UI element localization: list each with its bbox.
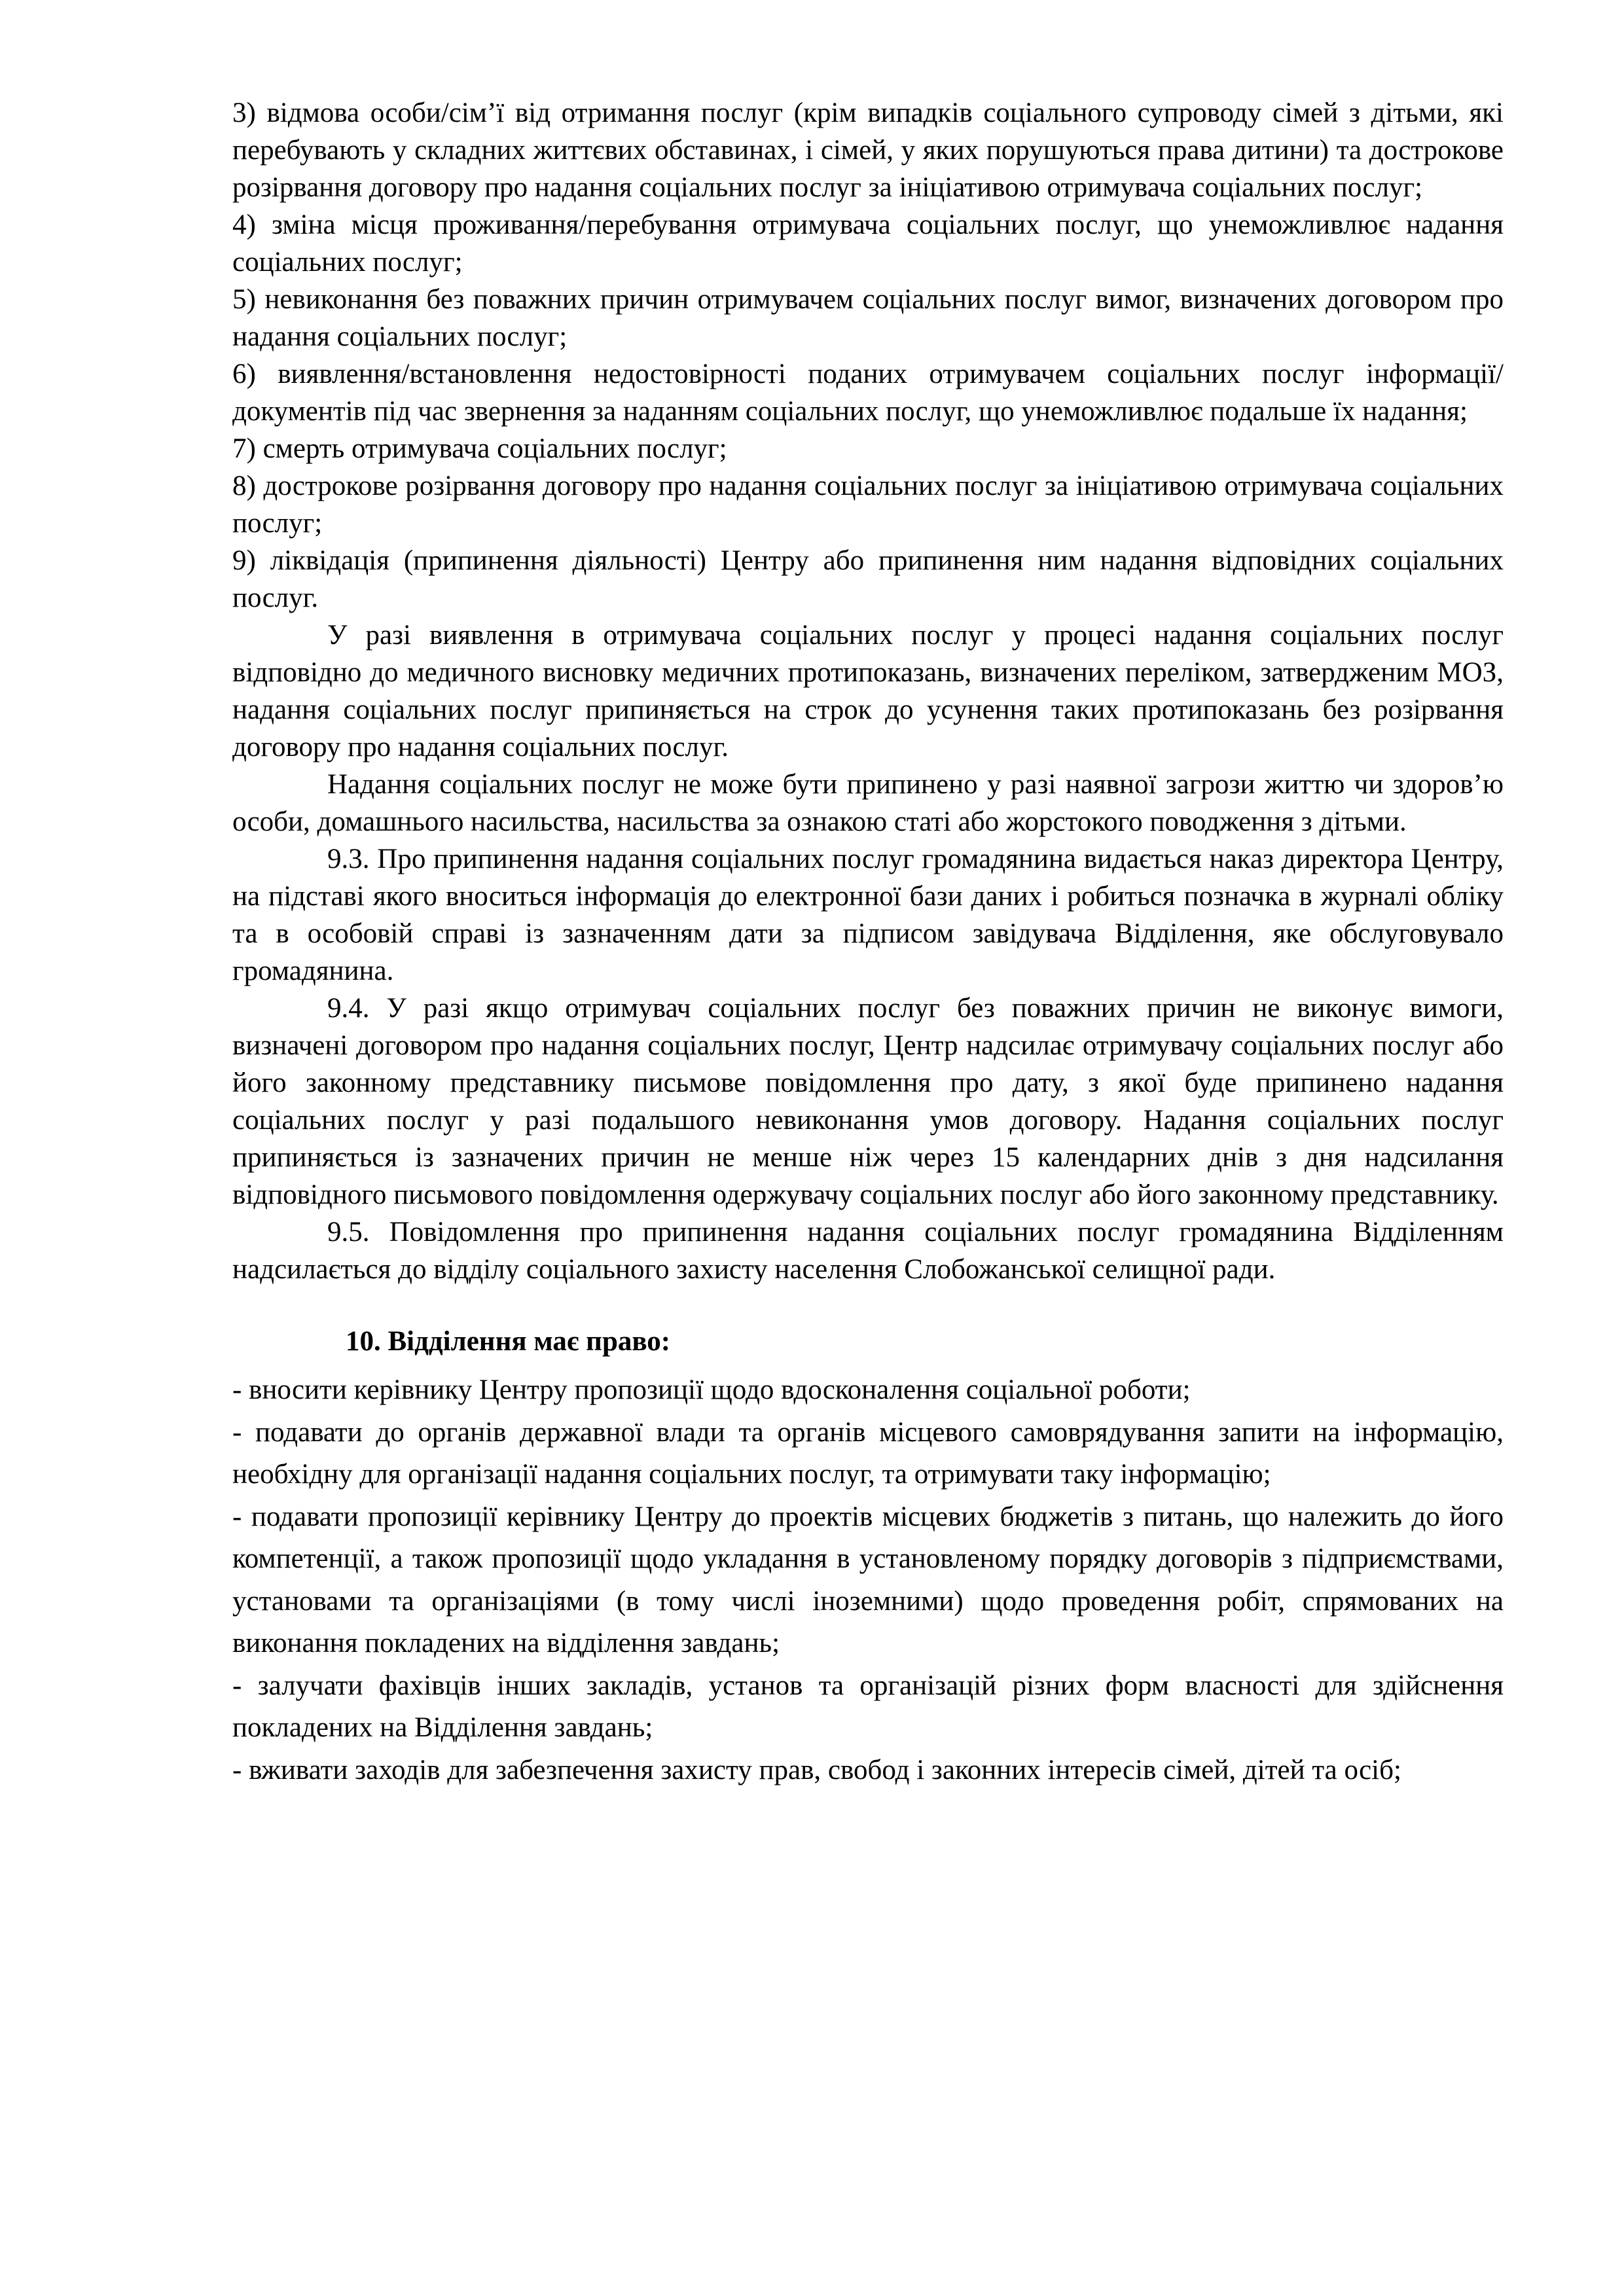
termination-list-item-4: 4) зміна місця проживання/перебування отримувача соціальних послуг, що унеможливлює надання соціальних послуг; bbox=[232, 209, 1504, 278]
clause-9-5: 9.5. Повідомлення про припинення надання соціальних послуг громадянина Відділенням надсилається до відділу соціального захисту населення Слобожанської селищної ради. bbox=[232, 1217, 1504, 1285]
document-text-block bbox=[232, 94, 1504, 1791]
termination-list-item-6: 6) виявлення/встановлення недостовірності поданих отримувачем соціальних послуг інформації/документів під час звернення за наданням соціальних послуг, що унеможливлює подальше їх надання; bbox=[232, 359, 1504, 427]
paragraph-no-termination-cases: Надання соціальних послуг не може бути припинено у разі наявної загрози життю чи здоров’ю особи, домашнього насильства, насильства за ознакою статі або жорстокого поводження з дітьми. bbox=[232, 769, 1504, 837]
clause-9-3: 9.3. Про припинення надання соціальних послуг громадянина видається наказ директора Центру, на підставі якого вноситься інформація до електронної бази даних і робиться позначка в журналі обліку та в особовій справі із зазначенням дати за підписом завідувача Відділення, яке обслуговувало громадянина. bbox=[232, 844, 1504, 986]
section-10-heading: 10. Відділення має право: bbox=[346, 1326, 671, 1357]
clause-9-4: 9.4. У разі якщо отримувач соціальних послуг без поважних причин не виконує вимоги, визначені договором про надання соціальних послуг, Центр надсилає отримувачу соціальних послуг або його законному представнику письмове повідомлення про дату, з якої буде припинено надання соціальних послуг у разі подальшого невиконання умов договору. Надання соціальних послуг припиняється із зазначених причин не менше ніж через 15 календарних днів з дня надсилання відповідного письмового повідомлення одержувачу соціальних послуг або його законному представнику. bbox=[232, 993, 1504, 1210]
paragraph-medical-contraindications: У разі виявлення в отримувача соціальних послуг у процесі надання соціальних послуг відповідно до медичного висновку медичних протипоказань, визначених переліком, затвердженим МОЗ, надання соціальних послуг припиняється на строк до усунення таких протипоказань без розірвання договору про надання соціальних послуг. bbox=[232, 620, 1504, 762]
right-item-protect-rights: - вживати заходів для забезпечення захисту прав, свобод і законних інтересів сімей, дітей та осіб; bbox=[232, 1754, 1401, 1785]
termination-list-item-3: 3) відмова особи/сім’ї від отримання послуг (крім випадків соціального супроводу сімей з дітьми, які перебувають у складних життєвих обставинах, і сімей, у яких порушуються права дитини) та дострокове розірвання договору про надання соціальних послуг за ініціативою отримувача соціальних послуг; bbox=[232, 98, 1504, 203]
termination-list-item-9: 9) ліквідація (припинення діяльності) Центру або припинення ним надання відповідних соціальних послуг. bbox=[232, 545, 1504, 613]
right-item-engage-specialists: - залучати фахівців інших закладів, установ та організацій різних форм власності для здійснення покладених на Відділення завдань; bbox=[232, 1670, 1504, 1743]
termination-list-item-7: 7) смерть отримувача соціальних послуг; bbox=[232, 433, 727, 464]
right-item-budget-proposals: - подавати пропозиції керівнику Центру до проектів місцевих бюджетів з питань, що належить до його компетенції, а також пропозиції щодо укладання в установленому порядку договорів з підприємствами, установами та організаціями (в тому числі іноземними) щодо проведення робіт, спрямованих на виконання покладених на відділення завдань; bbox=[232, 1501, 1504, 1659]
termination-list-item-5: 5) невиконання без поважних причин отримувачем соціальних послуг вимог, визначених договором про надання соціальних послуг; bbox=[232, 284, 1504, 352]
termination-list-item-8: 8) дострокове розірвання договору про надання соціальних послуг за ініціативою отримувача соціальних послуг; bbox=[232, 471, 1504, 539]
right-item-propose-improvements: - вносити керівнику Центру пропозиції щодо вдосконалення соціальної роботи; bbox=[232, 1374, 1191, 1405]
section-divider-space bbox=[232, 1288, 1504, 1321]
right-item-request-information: - подавати до органів державної влади та органів місцевого самоврядування запити на інформацію, необхідну для організації надання соціальних послуг, та отримувати таку інформацію; bbox=[232, 1416, 1504, 1490]
